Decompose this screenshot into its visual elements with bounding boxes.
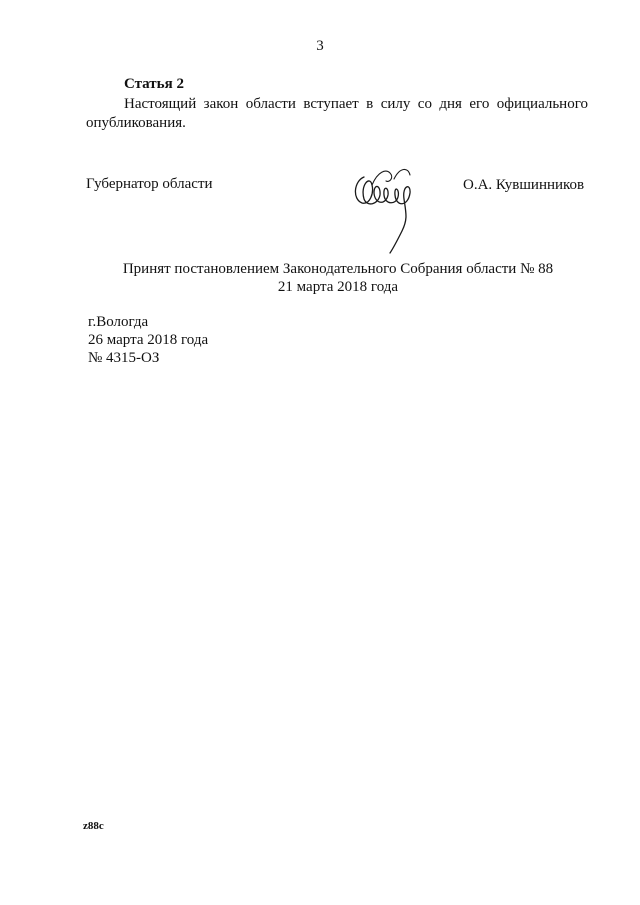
document-code: z88c (83, 820, 104, 832)
adoption-note (0, 260, 640, 296)
signing-date: 26 марта 2018 года (88, 332, 209, 348)
place-date-number (88, 313, 208, 367)
city: г.Вологда (88, 314, 149, 330)
governor-title: Губернатор области (86, 176, 213, 192)
article-body: Настоящий закон области вступает в силу со дня его официального опубликования. (86, 96, 588, 131)
article-title: Статья 2 (124, 76, 184, 92)
governor-name: О.А. Кувшинников (463, 177, 585, 193)
law-number: № 4315-ОЗ (88, 350, 160, 366)
adoption-line-2: 21 марта 2018 года (277, 279, 399, 295)
page-number: 3 (316, 38, 324, 54)
adoption-line-1: Принят постановлением Законодательного Собрания области № 88 (122, 261, 554, 277)
signature-image (350, 155, 420, 255)
